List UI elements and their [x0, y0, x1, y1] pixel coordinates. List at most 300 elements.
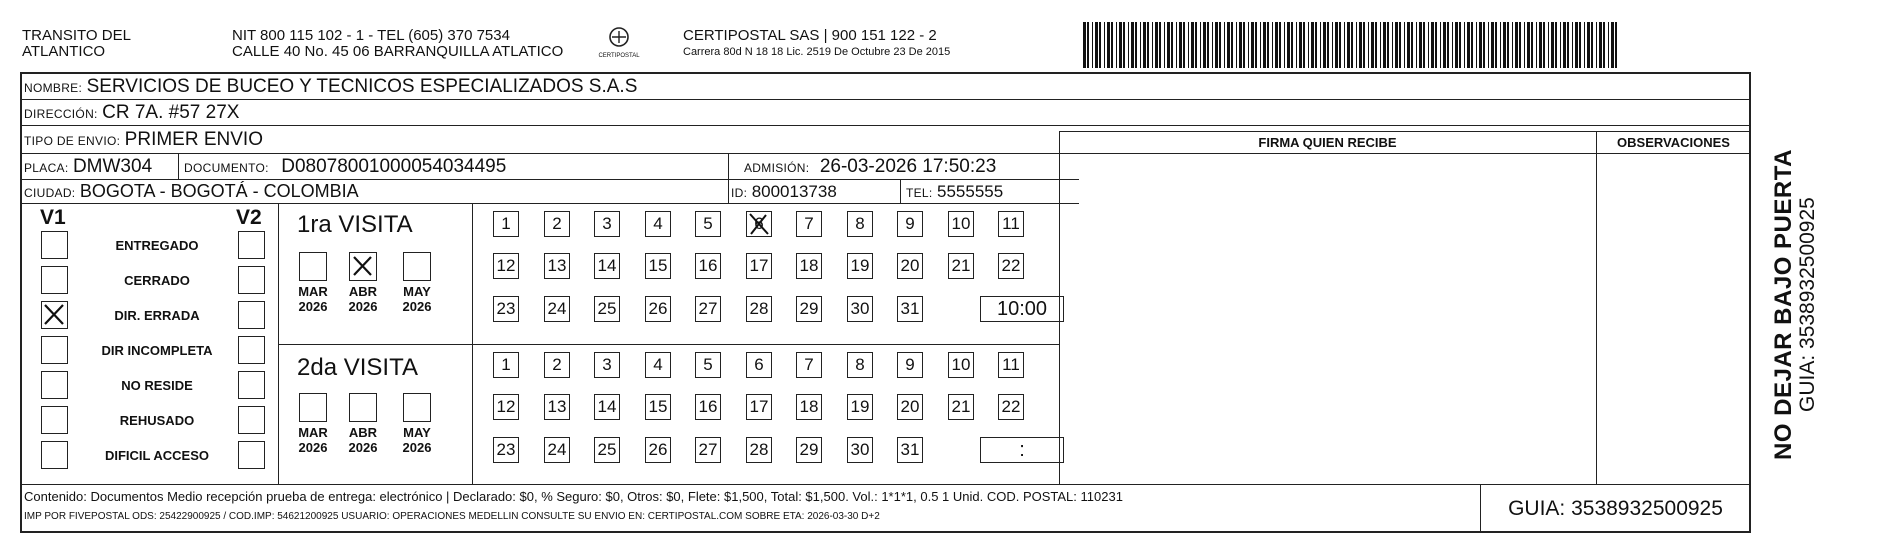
day-box[interactable]	[897, 253, 923, 279]
month-checkbox[interactable]	[403, 393, 431, 422]
barcode-bar	[1143, 22, 1146, 68]
ciudad-row	[24, 181, 359, 202]
v2-checkbox[interactable]	[238, 301, 265, 329]
ciudad-value: BOGOTA - BOGOTÁ - COLOMBIA	[79, 181, 359, 201]
day-box[interactable]	[493, 352, 519, 378]
barcode-bar	[1563, 22, 1566, 68]
barcode-bar	[1176, 22, 1177, 68]
day-number: 8	[855, 214, 865, 233]
month-year: 2026	[348, 299, 378, 314]
day-box[interactable]	[594, 211, 620, 237]
barcode-bar	[1092, 22, 1093, 68]
check-x-icon	[42, 302, 66, 327]
barcode-bar	[1179, 22, 1182, 68]
v1-checkbox[interactable]	[41, 231, 68, 259]
id-label: ID:	[731, 186, 748, 200]
barcode-bar	[1383, 22, 1386, 68]
month-label	[291, 284, 335, 314]
day-number: 12	[496, 397, 516, 416]
barcode-bar	[1251, 22, 1254, 68]
barcode-bar	[1539, 22, 1542, 68]
barcode-bar	[1323, 22, 1326, 68]
day-box[interactable]	[998, 352, 1024, 378]
day-box[interactable]	[695, 394, 721, 420]
barcode-bar	[1272, 22, 1273, 68]
nit-block	[232, 28, 563, 60]
id-row	[731, 182, 837, 202]
month-label	[291, 425, 335, 455]
day-box[interactable]	[847, 394, 873, 420]
barcode-bar	[1371, 22, 1374, 68]
month-label	[395, 284, 439, 314]
barcode-bar	[1399, 22, 1401, 68]
barcode-bar	[1275, 22, 1278, 68]
barcode-bar	[1116, 22, 1117, 68]
barcode-bar	[1423, 22, 1425, 68]
day-number: 19	[850, 256, 870, 275]
barcode-bar	[1380, 22, 1381, 68]
status-option-label: DIR. ERRADA	[114, 308, 200, 323]
status-option-label: NO RESIDE	[121, 378, 193, 393]
month-name: MAR	[298, 284, 328, 299]
visit1-title: 1ra VISITA	[297, 211, 413, 238]
barcode-bar	[1087, 22, 1089, 68]
barcode-bar	[1603, 22, 1605, 68]
status-option-label: REHUSADO	[119, 413, 195, 428]
day-box[interactable]	[645, 352, 671, 378]
v1-checkbox[interactable]	[41, 301, 68, 329]
month-year: 2026	[402, 440, 432, 455]
day-box[interactable]	[645, 437, 671, 463]
barcode-bar	[1387, 22, 1389, 68]
day-number: 1	[501, 355, 511, 374]
day-box[interactable]	[645, 253, 671, 279]
day-box[interactable]	[695, 253, 721, 279]
status-option-label: DIR INCOMPLETA	[101, 343, 213, 358]
day-number: 26	[648, 299, 668, 318]
barcode-bar	[1551, 22, 1554, 68]
barcode-bar	[1291, 22, 1293, 68]
day-box[interactable]	[948, 211, 974, 237]
direccion-row	[24, 102, 239, 124]
day-number: 1	[501, 214, 511, 233]
day-box[interactable]	[796, 253, 822, 279]
barcode-bar	[1467, 22, 1470, 68]
check-x-icon	[747, 212, 771, 236]
barcode-bar	[1591, 22, 1593, 68]
day-number: 2	[552, 214, 562, 233]
barcode-bar	[1131, 22, 1134, 68]
day-number: 29	[799, 440, 819, 459]
certipostal-line1: CERTIPOSTAL SAS | 900 151 122 - 2	[683, 27, 937, 44]
month-name: MAY	[403, 425, 431, 440]
logo-text: CERTIPOSTAL	[598, 53, 640, 59]
barcode-bar	[1231, 22, 1233, 68]
barcode-bar	[1339, 22, 1341, 68]
visit2-title: 2da VISITA	[297, 354, 418, 381]
certipostal-line2: Carrera 80d N 18 18 Lic. 2519 De Octubre 23 De 2015	[683, 46, 951, 58]
day-box[interactable]	[493, 211, 519, 237]
day-number: 27	[698, 299, 718, 318]
day-box[interactable]	[544, 211, 570, 237]
barcode-bar	[1159, 22, 1161, 68]
month-name: MAY	[403, 284, 431, 299]
tel-label: TEL:	[906, 186, 933, 200]
day-number: 15	[648, 397, 668, 416]
month-checkbox[interactable]	[299, 393, 327, 422]
imp-text: IMP POR FIVEPOSTAL ODS: 25422900925 / COD.IMP: 54621200925 USUARIO: OPERACIONES MEDELLIN CONSULTE SU ENVIO EN: CERTIPOSTAL.COM SOBRE ETA: 2026-03-30 D+2	[24, 511, 880, 522]
day-box[interactable]	[695, 352, 721, 378]
day-box[interactable]	[493, 253, 519, 279]
day-number: 13	[547, 256, 567, 275]
day-box[interactable]	[645, 211, 671, 237]
barcode-bar	[1507, 22, 1509, 68]
day-number: 3	[602, 355, 612, 374]
day-box[interactable]	[897, 437, 923, 463]
barcode-bar	[1443, 22, 1446, 68]
day-number: 24	[547, 299, 567, 318]
day-box[interactable]	[594, 352, 620, 378]
day-box[interactable]	[544, 296, 570, 322]
day-number: 27	[698, 440, 718, 459]
barcode-bar	[1128, 22, 1129, 68]
day-box[interactable]	[695, 211, 721, 237]
day-box[interactable]	[695, 296, 721, 322]
barcode-bar	[1455, 22, 1458, 68]
month-year: 2026	[348, 440, 378, 455]
barcode-bar	[1512, 22, 1513, 68]
v1-checkbox[interactable]	[41, 441, 68, 469]
barcode-bar	[1107, 22, 1110, 68]
day-number: 3	[602, 214, 612, 233]
transito-line2: ATLANTICO	[22, 43, 106, 60]
side-line1: NO DEJAR BAJO PUERTA	[1770, 149, 1797, 460]
barcode-bar	[1308, 22, 1309, 68]
v1-label: V1	[40, 206, 66, 229]
day-number: 10	[951, 214, 971, 233]
day-number: 23	[496, 299, 516, 318]
barcode-bar	[1428, 22, 1429, 68]
day-box[interactable]	[493, 394, 519, 420]
month-name: ABR	[348, 284, 378, 299]
barcode-bar	[1347, 22, 1350, 68]
day-number: 21	[951, 256, 971, 275]
nombre-value: SERVICIOS DE BUCEO Y TECNICOS ESPECIALIZADOS S.A.S	[86, 76, 638, 97]
barcode-bar	[1183, 22, 1185, 68]
barcode-bar	[1332, 22, 1333, 68]
barcode-bar	[1572, 22, 1573, 68]
barcode-bar	[1135, 22, 1137, 68]
day-box[interactable]	[847, 211, 873, 237]
day-box[interactable]	[847, 352, 873, 378]
barcode-bar	[1104, 22, 1105, 68]
day-number: 22	[1001, 256, 1021, 275]
logo-icon	[605, 26, 633, 48]
barcode-bar	[1519, 22, 1521, 68]
v2-checkbox[interactable]	[238, 336, 265, 364]
day-box[interactable]	[796, 296, 822, 322]
barcode-bar	[1524, 22, 1525, 68]
barcode-bar	[1171, 22, 1173, 68]
barcode-bar	[1527, 22, 1530, 68]
day-number: 6	[754, 214, 764, 233]
status-option-label: CERRADO	[124, 273, 190, 288]
status-option-label: ENTREGADO	[115, 238, 199, 253]
day-box[interactable]	[746, 437, 772, 463]
month-checkbox[interactable]	[349, 252, 377, 281]
barcode-bar	[1284, 22, 1285, 68]
barcode-bar	[1488, 22, 1489, 68]
barcode-bar	[1495, 22, 1497, 68]
barcode-bar	[1095, 22, 1098, 68]
barcode-bar	[1435, 22, 1437, 68]
day-number: 7	[804, 355, 814, 374]
day-box[interactable]	[544, 253, 570, 279]
day-box[interactable]	[645, 394, 671, 420]
time-value: 10:00	[996, 298, 1048, 320]
barcode-bar	[1167, 22, 1170, 68]
day-box[interactable]	[594, 253, 620, 279]
barcode-bar	[1440, 22, 1441, 68]
barcode-bar	[1359, 22, 1362, 68]
barcode-bar	[1236, 22, 1237, 68]
barcode-bar	[1191, 22, 1194, 68]
day-box[interactable]	[695, 437, 721, 463]
day-box[interactable]	[897, 211, 923, 237]
tipo-value: PRIMER ENVIO	[124, 129, 263, 150]
admision-row	[744, 156, 996, 178]
day-number: 13	[547, 397, 567, 416]
day-number: 16	[698, 256, 718, 275]
barcode-bar	[1099, 22, 1101, 68]
day-number: 4	[653, 355, 663, 374]
placa-value: DMW304	[72, 156, 153, 177]
barcode-bar	[1263, 22, 1266, 68]
barcode-bar	[1515, 22, 1518, 68]
barcode-bar	[1584, 22, 1585, 68]
barcode-bar	[1164, 22, 1165, 68]
day-box[interactable]	[948, 394, 974, 420]
v2-label: V2	[236, 206, 262, 229]
barcode-bar	[1248, 22, 1249, 68]
day-number: 6	[754, 355, 764, 374]
barcode-bar	[1311, 22, 1314, 68]
time-box[interactable]	[980, 437, 1064, 463]
barcode-bar	[1459, 22, 1461, 68]
time-box[interactable]	[980, 296, 1064, 322]
status-option-label: DIFICIL ACCESO	[104, 448, 209, 463]
barcode-bar	[1411, 22, 1413, 68]
id-value: 800013738	[751, 182, 837, 201]
v1-checkbox[interactable]	[41, 406, 68, 434]
month-checkbox[interactable]	[299, 252, 327, 281]
day-number: 11	[1002, 355, 1020, 374]
day-box[interactable]	[544, 437, 570, 463]
barcode-bar	[1344, 22, 1345, 68]
day-number: 4	[653, 214, 663, 233]
barcode-bar	[1123, 22, 1125, 68]
barcode-bar	[1296, 22, 1297, 68]
month-label	[341, 284, 385, 314]
barcode-bar	[1287, 22, 1290, 68]
day-number: 7	[804, 214, 814, 233]
barcode-bar	[1203, 22, 1206, 68]
v2-checkbox[interactable]	[238, 371, 265, 399]
barcode-bar	[1407, 22, 1410, 68]
barcode-bar	[1119, 22, 1122, 68]
barcode-bar	[1419, 22, 1422, 68]
barcode-bar	[1596, 22, 1597, 68]
day-number: 25	[597, 299, 617, 318]
barcode-bar	[1447, 22, 1449, 68]
direccion-label: DIRECCIÓN:	[24, 107, 98, 121]
day-box[interactable]	[847, 437, 873, 463]
barcode-bar	[1215, 22, 1218, 68]
barcode-bar	[1303, 22, 1305, 68]
v2-checkbox[interactable]	[238, 406, 265, 434]
day-number: 17	[749, 256, 769, 275]
month-name: ABR	[348, 425, 378, 440]
day-box[interactable]	[847, 253, 873, 279]
day-box[interactable]	[746, 296, 772, 322]
day-box[interactable]	[897, 352, 923, 378]
barcode-bar	[1483, 22, 1485, 68]
day-box[interactable]	[998, 211, 1024, 237]
barcode-bar	[1548, 22, 1549, 68]
barcode-bar	[1299, 22, 1302, 68]
day-box[interactable]	[796, 394, 822, 420]
certipostal-logo	[590, 26, 648, 59]
day-number: 30	[850, 440, 870, 459]
nombre-row	[24, 76, 637, 98]
day-box[interactable]	[493, 296, 519, 322]
nombre-label: NOMBRE:	[24, 81, 83, 95]
barcode-bar	[1140, 22, 1141, 68]
documento-row	[184, 156, 506, 178]
day-box[interactable]	[746, 211, 772, 237]
v2-checkbox[interactable]	[238, 266, 265, 294]
day-box[interactable]	[544, 394, 570, 420]
barcode-bar	[1155, 22, 1158, 68]
day-number: 30	[850, 299, 870, 318]
barcode-bar	[1224, 22, 1225, 68]
v1-checkbox[interactable]	[41, 336, 68, 364]
day-box[interactable]	[594, 437, 620, 463]
barcode-bar	[1368, 22, 1369, 68]
barcode-bar	[1083, 22, 1086, 68]
v2-checkbox[interactable]	[238, 231, 265, 259]
day-box[interactable]	[948, 253, 974, 279]
day-box[interactable]	[645, 296, 671, 322]
barcode-bar	[1255, 22, 1257, 68]
barcode-bar	[1555, 22, 1557, 68]
day-number: 19	[850, 397, 870, 416]
day-number: 5	[703, 214, 713, 233]
check-x-icon	[350, 253, 375, 279]
day-box[interactable]	[998, 394, 1024, 420]
day-number: 31	[900, 440, 920, 459]
barcode-bar	[1152, 22, 1153, 68]
day-number: 5	[703, 355, 713, 374]
barcode-bar	[1452, 22, 1453, 68]
month-checkbox[interactable]	[349, 393, 377, 422]
day-number: 8	[855, 355, 865, 374]
day-number: 26	[648, 440, 668, 459]
time-value: :	[1019, 439, 1025, 461]
barcode-bar	[1416, 22, 1417, 68]
day-number: 25	[597, 440, 617, 459]
day-box[interactable]	[897, 296, 923, 322]
admision-value: 26-03-2026 17:50:23	[819, 156, 997, 177]
day-number: 17	[749, 397, 769, 416]
day-box[interactable]	[796, 211, 822, 237]
day-number: 23	[496, 440, 516, 459]
v2-checkbox[interactable]	[238, 441, 265, 469]
day-number: 20	[900, 256, 920, 275]
day-box[interactable]	[796, 352, 822, 378]
barcode-bar	[1531, 22, 1533, 68]
day-box[interactable]	[948, 352, 974, 378]
v1-checkbox[interactable]	[41, 371, 68, 399]
day-number: 21	[951, 397, 971, 416]
barcode-bar	[1363, 22, 1365, 68]
barcode-bar	[1212, 22, 1213, 68]
day-box[interactable]	[897, 394, 923, 420]
month-checkbox[interactable]	[403, 252, 431, 281]
day-box[interactable]	[796, 437, 822, 463]
barcode-bar	[1147, 22, 1149, 68]
barcode-bar	[1543, 22, 1545, 68]
certipostal-block	[683, 28, 950, 59]
barcode-bar	[1536, 22, 1537, 68]
day-number: 28	[749, 440, 769, 459]
tipo-label: TIPO DE ENVIO:	[24, 134, 121, 148]
day-box[interactable]	[594, 296, 620, 322]
day-box[interactable]	[544, 352, 570, 378]
day-number: 11	[1002, 214, 1020, 233]
barcode-bar	[1615, 22, 1617, 68]
footer-guia: GUIA: 3538932500925	[1508, 497, 1723, 520]
day-number: 14	[597, 397, 617, 416]
contenido-text: Contenido: Documentos Medio recepción prueba de entrega: electrónico | Declarado: $0, % Seguro: $0, Otros: $0, Flete: $1,500, Total: $1,500. Vol.: 1*1*1, 0.5 1 Unid. COD. POSTAL: 110231	[24, 489, 1123, 504]
side-line2: GUIA: 3538932500925	[1796, 197, 1819, 412]
firma-header: FIRMA QUIEN RECIBE	[1258, 135, 1397, 150]
day-box[interactable]	[746, 352, 772, 378]
day-number: 28	[749, 299, 769, 318]
barcode-bar	[1279, 22, 1281, 68]
documento-value: D08078001000054034495	[281, 156, 507, 177]
documento-label: DOCUMENTO:	[184, 161, 269, 175]
v1-checkbox[interactable]	[41, 266, 68, 294]
day-box[interactable]	[746, 394, 772, 420]
day-number: 15	[648, 256, 668, 275]
transito-line1: TRANSITO DEL	[22, 27, 131, 44]
day-box[interactable]	[594, 394, 620, 420]
day-number: 2	[552, 355, 562, 374]
barcode-bar	[1431, 22, 1434, 68]
barcode-bar	[1188, 22, 1189, 68]
day-box[interactable]	[847, 296, 873, 322]
barcode-bar	[1599, 22, 1602, 68]
observaciones-header: OBSERVACIONES	[1617, 135, 1730, 150]
barcode-bar	[1315, 22, 1317, 68]
placa-label: PLACA:	[24, 161, 69, 175]
day-box[interactable]	[998, 253, 1024, 279]
day-number: 12	[496, 256, 516, 275]
day-box[interactable]	[493, 437, 519, 463]
day-box[interactable]	[746, 253, 772, 279]
ciudad-label: CIUDAD:	[24, 186, 76, 200]
